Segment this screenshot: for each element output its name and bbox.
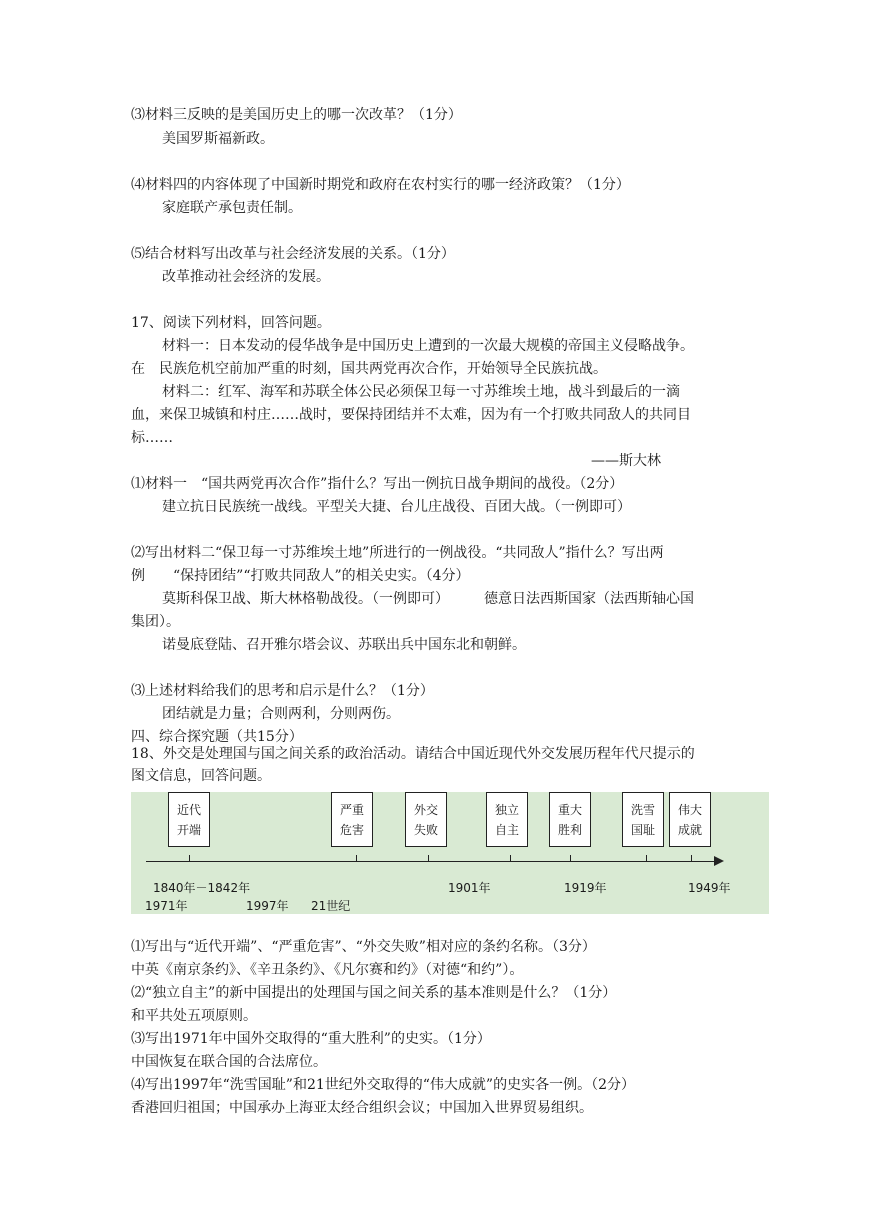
timeline-tick — [189, 855, 190, 861]
answer-text: 中国恢复在联合国的合法席位。 — [131, 1054, 327, 1070]
timeline-box-text: 近代 — [176, 802, 201, 817]
timeline-box-serious-harm — [331, 792, 373, 847]
timeline-box-modern-start — [168, 792, 210, 847]
timeline-box-text: 洗雪 — [630, 802, 655, 817]
timeline-box-text: 外交 — [413, 802, 438, 817]
answer-text: 团结就是力量；合则两利，分则两伤。 — [162, 706, 400, 722]
timeline-axis — [146, 861, 718, 862]
answer-text: 集团）。 — [131, 614, 180, 630]
answer-text: 诺曼底登陆、召开雅尔塔会议、苏联出兵中国东北和朝鲜。 — [162, 637, 526, 653]
timeline-box-text: 自主 — [494, 822, 519, 837]
question-text: ⑵“独立自主”的新中国提出的处理国与国之间关系的基本准则是什么？（1分） — [131, 985, 617, 1001]
timeline-box-text: 胜利 — [557, 822, 582, 837]
timeline-date-label: 1919年 — [564, 881, 607, 895]
timeline-date-label: 1901年 — [448, 881, 491, 895]
answer-text: 建立抗日民族统一战线。平型关大捷、台儿庄战役、百团大战。（一例即可） — [162, 499, 631, 515]
timeline-tick — [646, 855, 647, 861]
timeline-box-text: 成就 — [677, 822, 702, 837]
timeline-box-text: 失败 — [413, 822, 438, 837]
timeline-box-major-victory — [549, 792, 591, 847]
timeline-date-label: 1971年 — [145, 899, 188, 913]
question-text: ⑴写出与“近代开端”、“严重危害”、“外交失败”相对应的条约名称。（3分） — [131, 939, 596, 955]
question-text: ⑴材料一 “国共两党再次合作”指什么？写出一例抗日战争期间的战役。（2分） — [131, 476, 624, 492]
question-text: ⑷写出1997年“洗雪国耻”和21世纪外交取得的“伟大成就”的史实各一例。（2分） — [131, 1077, 635, 1093]
answer-text: 香港回归祖国；中国承办上海亚太经合组织会议；中国加入世界贸易组织。 — [131, 1100, 593, 1116]
material-text: 在 民族危机空前加严重的时刻，国共两党再次合作，开始领导全民族抗战。 — [131, 361, 607, 377]
timeline-tick — [570, 855, 571, 861]
timeline-date-label: 1949年 — [688, 881, 731, 895]
axis-arrow-icon — [714, 856, 724, 866]
question-text: ⑶写出1971年中国外交取得的“重大胜利”的史实。（1分） — [131, 1031, 491, 1047]
timeline-box-text: 国耻 — [630, 822, 655, 837]
answer-text: 美国罗斯福新政。 — [162, 131, 274, 147]
section-heading: 四、综合探究题（共15分） — [131, 729, 303, 745]
timeline-box-diplomatic-failure — [405, 792, 447, 847]
timeline-tick — [691, 855, 692, 861]
timeline-date-label: 1840年－1842年 — [153, 881, 251, 895]
answer-text: 家庭联产承包责任制。 — [162, 200, 302, 216]
timeline-box-text: 重大 — [557, 802, 582, 817]
timeline-tick — [510, 855, 511, 861]
timeline-box-independence — [486, 792, 528, 847]
question-heading: 17、阅读下列材料，回答问题。 — [131, 315, 331, 331]
answer-text: 中英《南京条约》、《辛丑条约》、《凡尔赛和约》（对德“和约”）。 — [131, 962, 524, 978]
quote-attribution: ——斯大林 — [591, 453, 661, 469]
timeline-box-wash-humiliation — [622, 792, 664, 847]
timeline-box-text: 伟大 — [677, 802, 702, 817]
question-text: ⑶上述材料给我们的思考和启示是什么？（1分） — [131, 683, 434, 699]
answer-text: 莫斯科保卫战、斯大林格勒战役。（一例即可） 德意日法西斯国家（法西斯轴心国 — [162, 591, 694, 607]
answer-text: 和平共处五项原则。 — [131, 1008, 257, 1024]
timeline-tick — [356, 855, 357, 861]
timeline-tick — [428, 855, 429, 861]
question-heading: 图文信息，回答问题。 — [131, 768, 271, 784]
material-text: 材料一：日本发动的侵华战争是中国历史上遭到的一次最大规模的帝国主义侵略战争。 — [162, 338, 694, 354]
question-text: ⑷材料四的内容体现了中国新时期党和政府在农村实行的哪一经济政策？（1分） — [131, 177, 630, 193]
timeline-box-text: 开端 — [176, 822, 201, 837]
diplomacy-timeline — [131, 792, 769, 914]
timeline-box-great-achievement — [669, 792, 711, 847]
timeline-date-label: 1997年 — [246, 899, 289, 913]
question-text: 例 “保持团结”“打败共同敌人”的相关史实。（4分） — [131, 568, 470, 584]
question-text: ⑶材料三反映的是美国历史上的哪一次改革？（1分） — [131, 107, 462, 123]
material-text: 标…… — [131, 430, 173, 446]
timeline-date-label: 21世纪 — [311, 899, 351, 913]
timeline-box-text: 严重 — [339, 802, 364, 817]
material-text: 血，来保卫城镇和村庄……战时，要保持团结并不太难，因为有一个打败共同敌人的共同目 — [131, 407, 691, 423]
question-heading: 18、外交是处理国与国之间关系的政治活动。请结合中国近现代外交发展历程年代尺提示的 — [131, 746, 695, 762]
timeline-box-text: 独立 — [494, 802, 519, 817]
material-text: 材料二：红军、海军和苏联全体公民必须保卫每一寸苏维埃土地，战斗到最后的一滴 — [162, 384, 680, 400]
question-text: ⑸结合材料写出改革与社会经济发展的关系。（1分） — [131, 246, 455, 262]
timeline-box-text: 危害 — [339, 822, 364, 837]
answer-text: 改革推动社会经济的发展。 — [162, 269, 330, 285]
question-text: ⑵写出材料二“保卫每一寸苏维埃土地”所进行的一例战役。“共同敌人”指什么？写出两 — [131, 545, 664, 561]
